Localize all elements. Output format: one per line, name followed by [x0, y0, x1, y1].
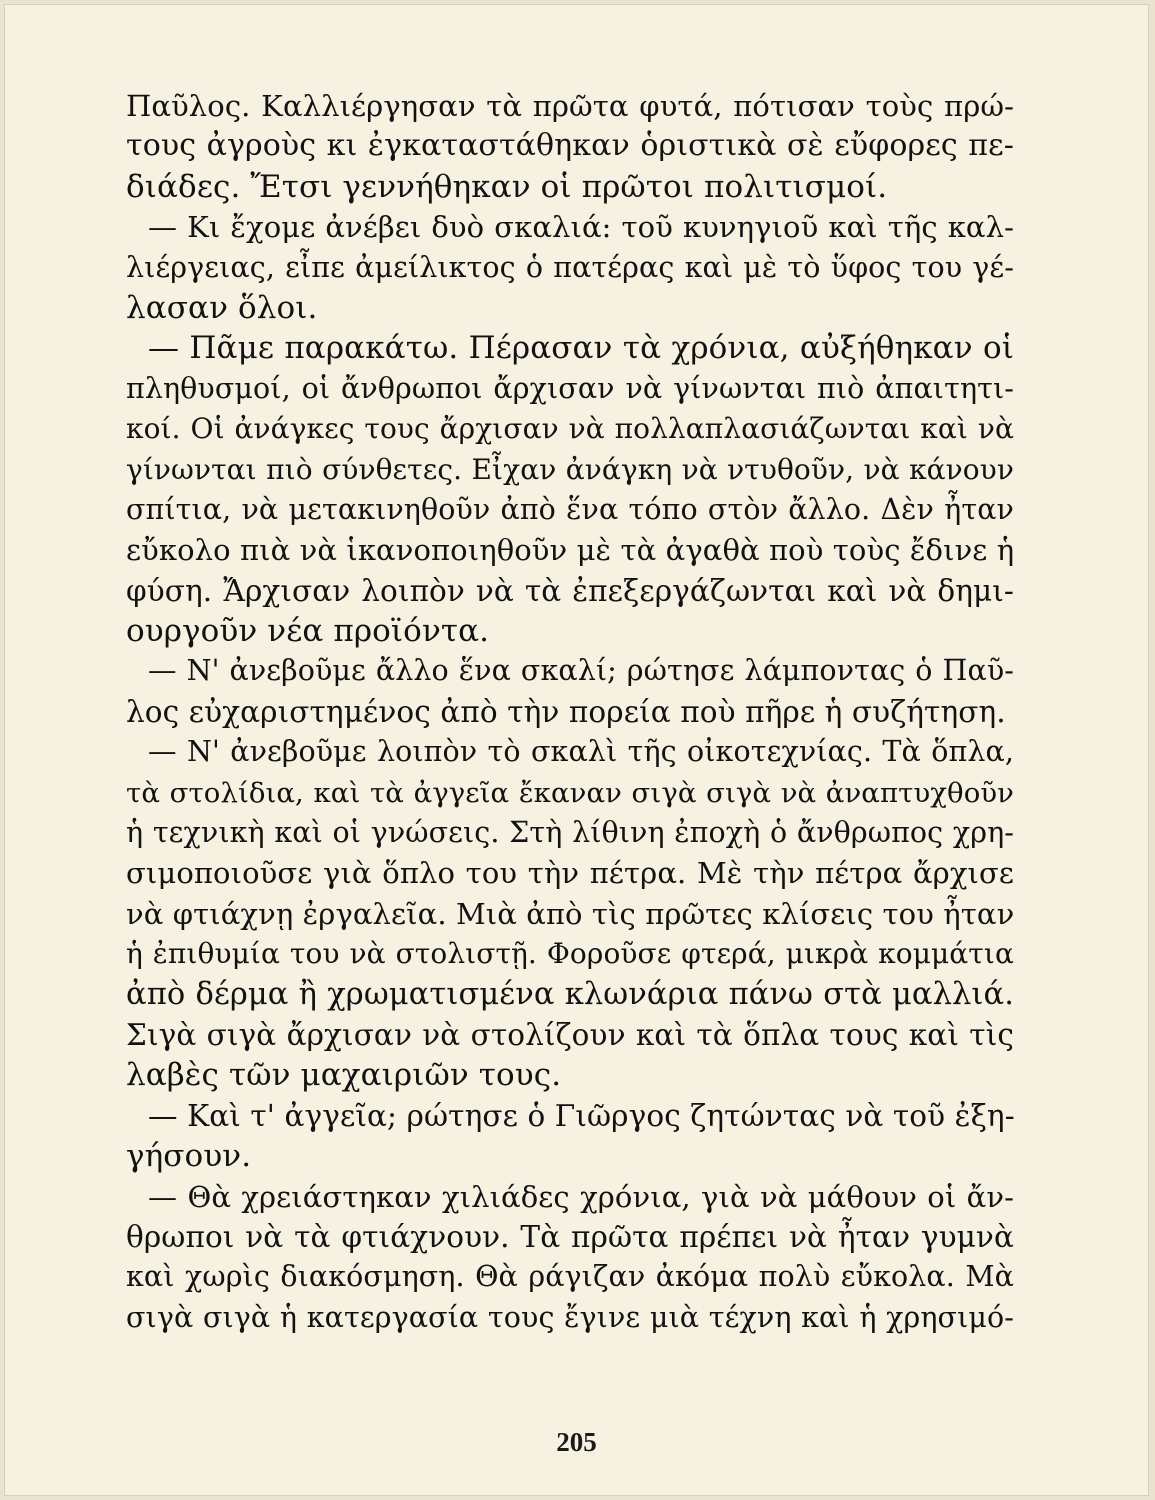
text-line: ἡ ἐπιθυμία του νὰ στολιστῇ. Φοροῦσε φτερά, μικρὰ κομμάτια: [126, 937, 1014, 971]
text-line: — Κι ἔχομε ἀνέβει δυὸ σκαλιά: τοῦ κυνηγιοῦ καὶ τῆς καλ-: [148, 210, 1014, 245]
body-text: [126, 86, 1014, 1338]
text-line: σιγὰ σιγὰ ἡ κατεργασία τους ἔγινε μιὰ τέχνη καὶ ἡ χρησιμό-: [126, 1300, 1014, 1334]
text-line: θρωποι νὰ τὰ φτιάχνουν. Τὰ πρῶτα πρέπει νὰ ἦταν γυμνὰ: [126, 1219, 1014, 1254]
text-line: — Ν' ἀνεβοῦμε λοιπὸν τὸ σκαλὶ τῆς οἰκοτεχνίας. Τὰ ὅπλα,: [148, 735, 1014, 769]
text-line: Παῦλος. Καλλιέργησαν τὰ πρῶτα φυτά, πότισαν τοὺς πρώ-: [126, 89, 1014, 123]
page-number: 205: [556, 1427, 597, 1457]
text-line: ουργοῦν νέα προϊόντα.: [126, 613, 490, 650]
text-line: φύση. Ἄρχισαν λοιπὸν νὰ τὰ ἐπεξεργάζωνται καὶ νὰ δημι-: [126, 573, 1014, 608]
text-line: σπίτια, νὰ μετακινηθοῦν ἀπὸ ἕνα τόπο στὸν ἄλλο. Δὲν ἦταν: [126, 492, 1014, 526]
text-line: ἀπὸ δέρμα ἢ χρωματισμένα κλωνάρια πάνω στὰ μαλλιά.: [126, 976, 1014, 1012]
book-page: [4, 4, 1149, 1496]
text-line: — Πᾶμε παρακάτω. Πέρασαν τὰ χρόνια, αὐξήθηκαν οἱ: [148, 330, 1014, 367]
text-line: σιμοποιοῦσε γιὰ ὅπλο του τὴν πέτρα. Μὲ τὴν πέτρα ἄρχισε: [126, 856, 1014, 891]
text-line: Σιγὰ σιγὰ ἄρχισαν νὰ στολίζουν καὶ τὰ ὅπλα τους καὶ τὶς: [126, 1017, 1014, 1052]
text-line: ἡ τεχνικὴ καὶ οἱ γνώσεις. Στὴ λίθινη ἐποχὴ ὁ ἄνθρωπος χρη-: [126, 816, 1014, 850]
text-line: γίνωνται πιὸ σύνθετες. Εἶχαν ἀνάγκη νὰ ντυθοῦν, νὰ κάνουν: [126, 452, 1014, 486]
text-line: γήσουν.: [126, 1138, 252, 1175]
text-line: λος εὐχαριστημένος ἀπὸ τὴν πορεία ποὺ πῆρε ἡ συζήτηση.: [126, 694, 1006, 729]
text-line: κοί. Οἱ ἀνάγκες τους ἄρχισαν νὰ πολλαπλασιάζωνται καὶ νὰ: [126, 412, 1014, 446]
text-line: νὰ φτιάχνῃ ἐργαλεῖα. Μιὰ ἀπὸ τὶς πρῶτες κλίσεις του ἦταν: [126, 896, 1015, 931]
text-line: λιέργειας, εἶπε ἀμείλικτος ὁ πατέρας καὶ μὲ τὸ ὕφος του γέ-: [126, 250, 1014, 284]
text-line: — Ν' ἀνεβοῦμε ἄλλο ἕνα σκαλί; ρώτησε λάμποντας ὁ Παῦ-: [148, 654, 1014, 688]
text-line: — Καὶ τ' ἀγγεῖα; ρώτησε ὁ Γιῶργος ζητώντας νὰ τοῦ ἐξη-: [148, 1098, 1015, 1133]
text-line: πληθυσμοί, οἱ ἄνθρωποι ἄρχισαν νὰ γίνωνται πιὸ ἀπαιτητι-: [126, 371, 1014, 405]
text-line: τους ἀγροὺς κι ἐγκαταστάθηκαν ὁριστικὰ σὲ εὔφορες πε-: [126, 128, 1014, 164]
text-line: λαβὲς τῶν μαχαιριῶν τους.: [126, 1057, 562, 1094]
text-line: διάδες. Ἔτσι γεννήθηκαν οἱ πρῶτοι πολιτισμοί.: [126, 168, 888, 205]
text-line: καὶ χωρὶς διακόσμηση. Θὰ ράγιζαν ἀκόμα πολὺ εὔκολα. Μὰ: [126, 1260, 1014, 1294]
text-line: τὰ στολίδια, καὶ τὰ ἀγγεῖα ἔκαναν σιγὰ σιγὰ νὰ ἀναπτυχθοῦν: [126, 776, 1014, 809]
text-line: λασαν ὅλοι.: [126, 289, 318, 326]
text-line: — Θὰ χρειάστηκαν χιλιάδες χρόνια, γιὰ νὰ μάθουν οἱ ἄν-: [148, 1179, 1014, 1214]
text-line: εὔκολο πιὰ νὰ ἱκανοποιηθοῦν μὲ τὰ ἀγαθὰ ποὺ τοὺς ἔδινε ἡ: [126, 533, 1015, 568]
